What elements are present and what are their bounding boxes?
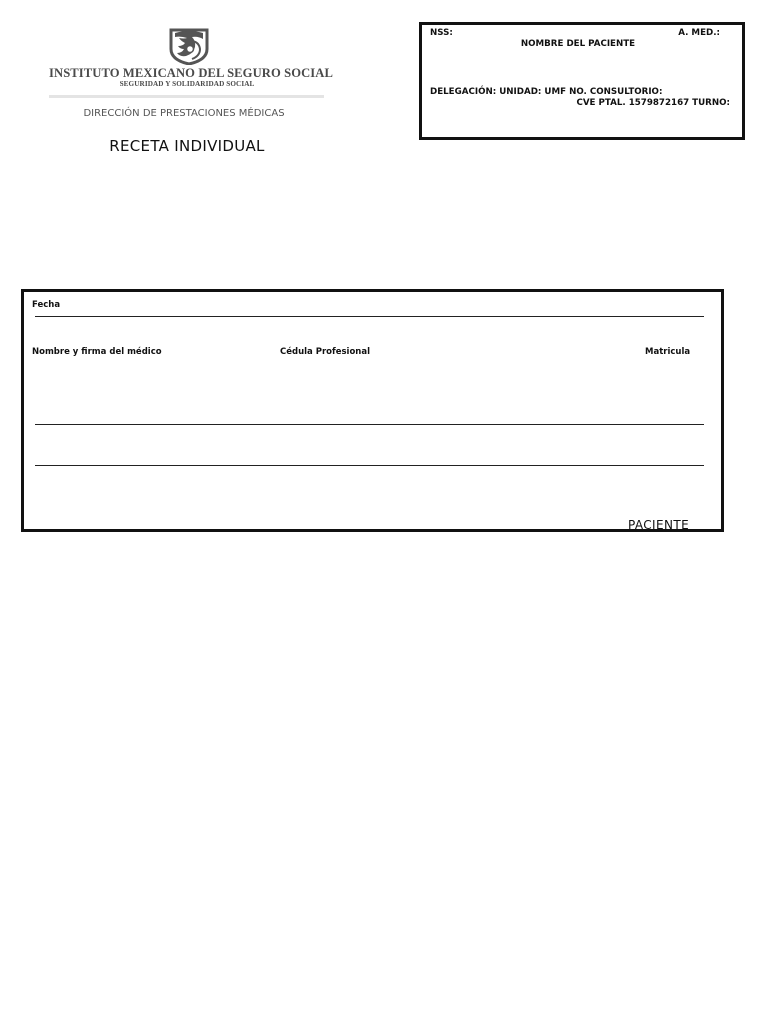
institute-motto: SEGURIDAD Y SOLIDARIDAD SOCIAL — [119, 80, 255, 88]
delegation-unit-line: DELEGACIÓN: UNIDAD: UMF NO. CONSULTORIO: — [430, 87, 663, 97]
document-title: RECETA INDIVIDUAL — [109, 137, 265, 155]
patient-info-box — [419, 22, 745, 140]
institute-name: INSTITUTO MEXICANO DEL SEGURO SOCIAL — [49, 66, 333, 80]
date-label: Fecha — [32, 300, 61, 310]
patient-name-label: NOMBRE DEL PACIENTE — [520, 39, 636, 49]
date-line — [35, 316, 704, 317]
direction-label: DIRECCIÓN DE PRESTACIONES MÉDICAS — [83, 108, 285, 119]
professional-license-label: Cédula Profesional — [280, 347, 370, 357]
registration-number-label: Matricula — [645, 347, 691, 357]
second-signature-line — [35, 465, 704, 466]
header-divider — [49, 95, 324, 98]
imss-logo-icon — [168, 27, 210, 65]
signature-box — [21, 289, 724, 532]
doctor-name-signature-label: Nombre y firma del médico — [32, 347, 162, 357]
copy-label: PACIENTE — [628, 519, 690, 529]
medical-assignment-label: A. MED.: — [678, 28, 720, 38]
nss-label: NSS: — [430, 28, 453, 38]
cve-turno-line: CVE PTAL. 1579872167 TURNO: — [576, 98, 730, 108]
signature-line — [35, 424, 704, 425]
